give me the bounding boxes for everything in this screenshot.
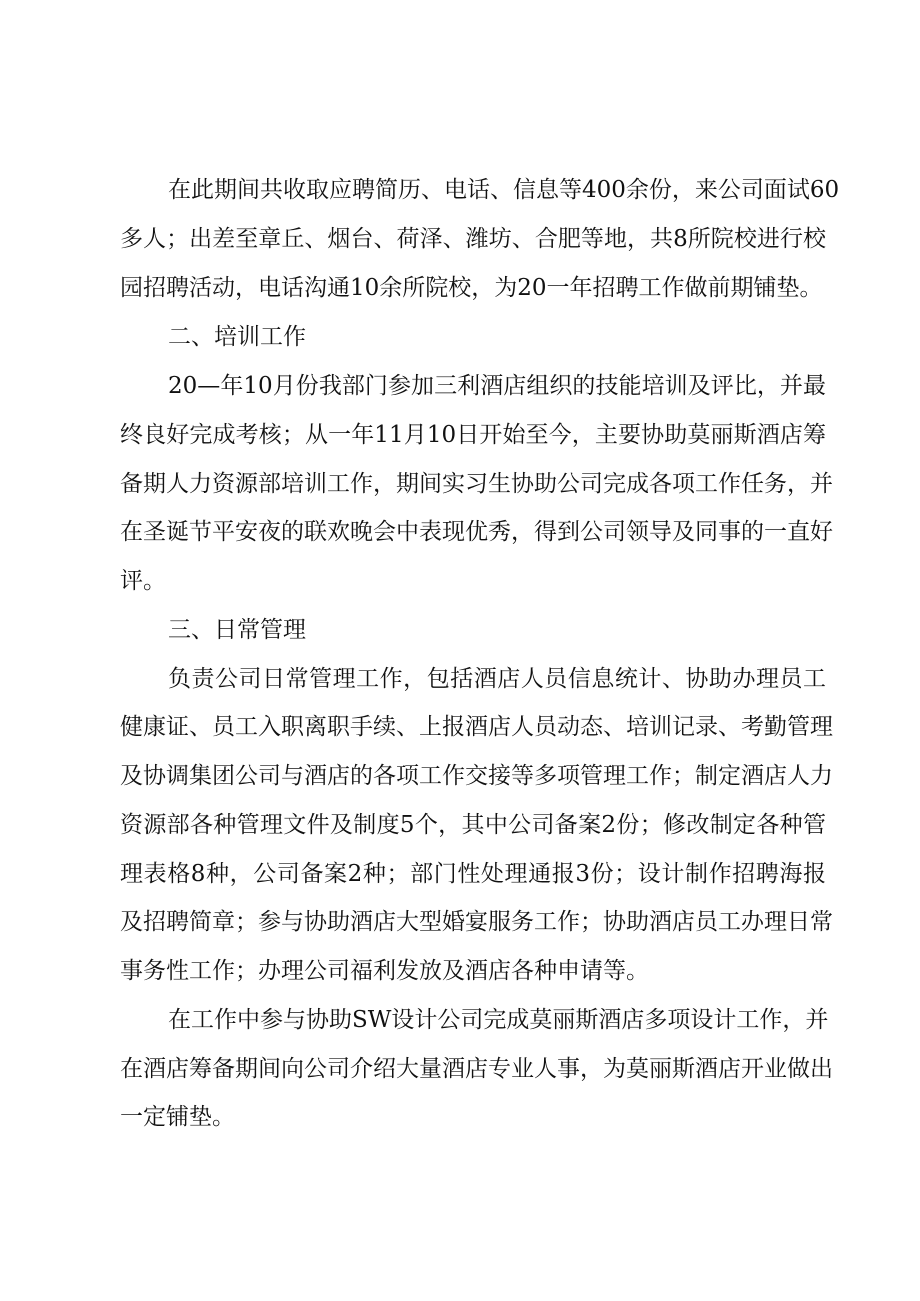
paragraph-1-line-3: 园招聘活动，电话沟通10余所院校，为20一年招聘工作做前期铺垫。 xyxy=(120,275,823,301)
paragraph-4-line-1: 在工作中参与协助SW设计公司完成莫丽斯酒店多项设计工作，并 xyxy=(168,1007,829,1033)
paragraph-2-line-3: 备期人力资源部培训工作，期间实习生协助公司完成各项工作任务，并 xyxy=(120,471,833,497)
paragraph-1-line-2: 多人；出差至章丘、烟台、荷泽、潍坊、合肥等地，共8所院校进行校 xyxy=(120,226,826,252)
paragraph-4-line-2: 在酒店筹备期间向公司介绍大量酒店专业人事，为莫丽斯酒店开业做出 xyxy=(120,1056,833,1082)
paragraph-3-line-2: 健康证、员工入职离职手续、上报酒店人员动态、培训记录、考勤管理 xyxy=(120,714,833,740)
paragraph-3-line-5: 理表格8种，公司备案2种；部门性处理通报3份；设计制作招聘海报 xyxy=(120,861,826,887)
paragraph-2-line-2: 终良好完成考核；从一年11月10日开始至今，主要协助莫丽斯酒店筹 xyxy=(120,422,826,448)
paragraph-3-line-6: 及招聘简章；参与协助酒店大型婚宴服务工作；协助酒店员工办理日常 xyxy=(120,909,833,935)
paragraph-3-line-1: 负责公司日常管理工作，包括酒店人员信息统计、协助办理员工 xyxy=(168,666,826,692)
paragraph-2-line-1: 20—年10月份我部门参加三利酒店组织的技能培训及评比，并最 xyxy=(168,373,826,399)
paragraph-1-line-1: 在此期间共收取应聘简历、电话、信息等400余份，来公司面试60 xyxy=(168,177,840,203)
paragraph-3-line-4: 资源部各种管理文件及制度5个，其中公司备案2份；修改制定各种管 xyxy=(120,812,826,838)
paragraph-2-line-4: 在圣诞节平安夜的联欢晚会中表现优秀，得到公司领导及同事的一直好 xyxy=(120,519,833,545)
paragraph-2-line-5: 评。 xyxy=(120,568,166,594)
paragraph-3-line-7: 事务性工作；办理公司福利发放及酒店各种申请等。 xyxy=(120,958,649,984)
section-heading-daily-management: 三、日常管理 xyxy=(168,617,306,643)
paragraph-3-line-3: 及协调集团公司与酒店的各项工作交接等多项管理工作；制定酒店人力 xyxy=(120,763,833,789)
paragraph-4-line-3: 一定铺垫。 xyxy=(120,1104,235,1130)
section-heading-training: 二、培训工作 xyxy=(168,324,306,350)
